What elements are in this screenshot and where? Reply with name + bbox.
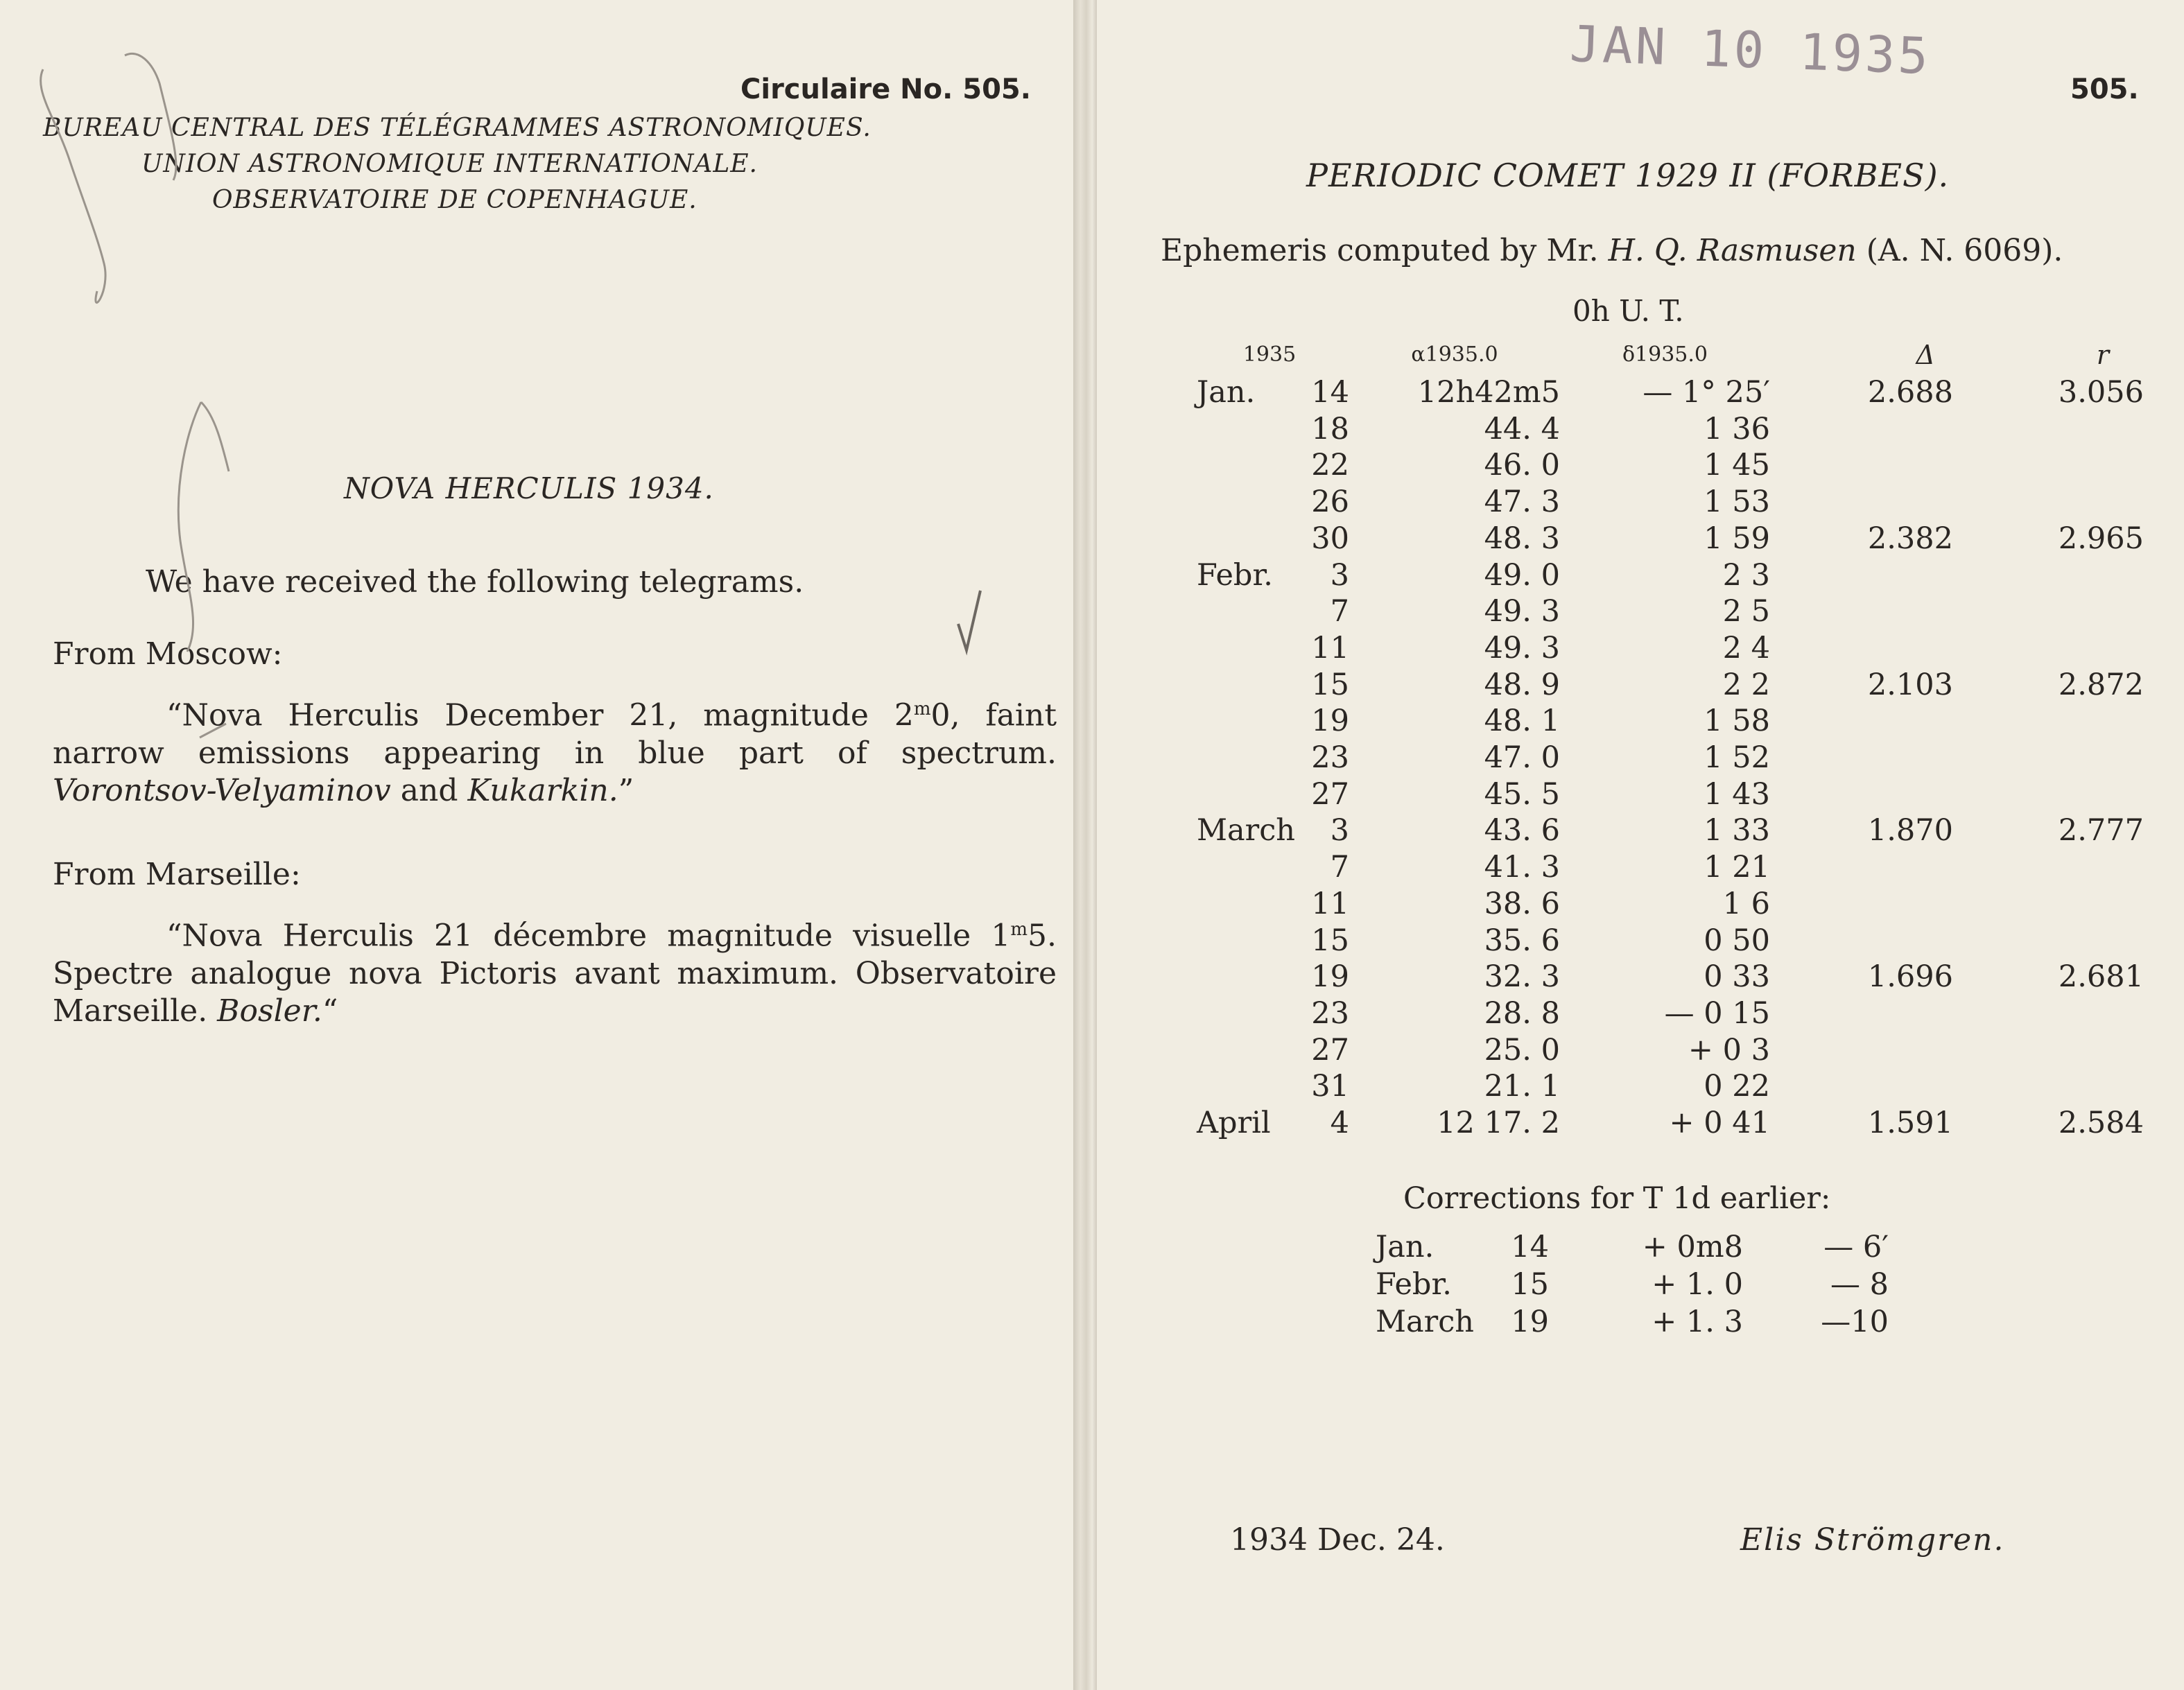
- table-row: 11 49. 3 2 4: [1311, 630, 1770, 665]
- moscow-author-1: Vorontsov-Velyaminov: [53, 772, 391, 808]
- issue-date: 1934 Dec. 24.: [1230, 1522, 1445, 1558]
- table-row: March 19 + 1. 3 —10: [1376, 1305, 1889, 1339]
- union-header-line: UNION ASTRONOMIQUE INTERNATIONALE.: [141, 150, 758, 178]
- left-page: [0, 0, 1073, 1690]
- column-delta: Δ: [1916, 340, 1935, 370]
- column-year: 1935: [1242, 342, 1297, 367]
- table-row: Jan. 14 12h42m5 — 1° 25′ 2.688 3.056: [1197, 375, 2144, 410]
- table-row: 30 48. 3 1 59 2.382 2.965: [1311, 521, 2144, 556]
- table-row: 23 47. 0 1 52: [1311, 740, 1770, 776]
- intro-text: We have received the following telegrams.: [146, 564, 804, 600]
- column-ra: α1935.0: [1411, 342, 1498, 367]
- computer-name: H. Q. Rasmusen: [1608, 233, 1857, 268]
- page-gutter: [1073, 0, 1097, 1690]
- moscow-label: From Moscow:: [53, 636, 283, 672]
- marseille-author: Bosler.: [217, 993, 322, 1029]
- table-row: Febr. 3 49. 0 2 3: [1197, 557, 1770, 593]
- corrections-title: Corrections for T 1d earlier:: [1403, 1181, 1831, 1216]
- table-row: 15 48. 9 2 2 2.103 2.872: [1311, 667, 2144, 702]
- column-dec: δ1935.0: [1622, 342, 1708, 367]
- corrections-table: [1376, 1228, 1889, 1341]
- table-row: Febr. 15 + 1. 0 — 8: [1376, 1267, 1889, 1302]
- moscow-author-2: Kukarkin.: [467, 772, 618, 808]
- moscow-telegram: “Nova Herculis December 21, magnitude 2$^m$0, faint narrow emissions appearing in blue part of spectrum. Vorontsov-Velyaminov and Kukarkin.”: [53, 697, 1057, 808]
- nova-title: NOVA HERCULIS 1934.: [344, 471, 714, 505]
- marseille-label: From Marseille:: [53, 857, 301, 892]
- ephemeris-subtitle: Ephemeris computed by Mr. H. Q. Rasmusen (A. N. 6069).: [1161, 233, 2063, 268]
- observatory-header-line: OBSERVATOIRE DE COPENHAGUE.: [212, 186, 697, 214]
- table-row: Jan. 14 + 0m8 — 6′: [1376, 1230, 1889, 1264]
- table-row: 31 21. 1 0 22: [1311, 1069, 1770, 1104]
- table-row: March 3 43. 6 1 33 1.870 2.777: [1197, 813, 2144, 848]
- signature: Elis Strömgren.: [1740, 1522, 2005, 1558]
- ephemeris-table: [1190, 336, 2144, 1142]
- column-r: r: [2096, 340, 2109, 370]
- table-row: 27 45. 5 1 43: [1311, 776, 1770, 812]
- right-page: [1097, 0, 2184, 1690]
- table-row: 18 44. 4 1 36: [1311, 411, 1770, 446]
- ephemeris-header-row: [1190, 336, 2144, 374]
- circular-number: Circulaire No. 505.: [740, 73, 1031, 105]
- time-label: 0h U. T.: [1572, 294, 1684, 328]
- comet-title: PERIODIC COMET 1929 II (FORBES).: [1306, 157, 1950, 194]
- table-row: 26 47. 3 1 53: [1311, 485, 1770, 520]
- pencil-marks: [0, 0, 1073, 1690]
- received-date-stamp: JAN 10 1935: [1568, 14, 1932, 86]
- table-row: 7 49. 3 2 5: [1330, 594, 1770, 629]
- table-row: 19 48. 1 1 58: [1311, 704, 1770, 739]
- table-row: 22 46. 0 1 45: [1311, 448, 1770, 483]
- table-row: 19 32. 3 0 33 1.696 2.681: [1311, 959, 2144, 995]
- table-row: 7 41. 3 1 21: [1330, 850, 1770, 885]
- table-row: April 4 12 17. 2 + 0 41 1.591 2.584: [1197, 1106, 2144, 1141]
- marseille-telegram: “Nova Herculis 21 décembre magnitude visuelle 1$^m$5. Spectre analogue nova Pictoris avant maximum. Observatoire Marseille. Bosler.“: [53, 918, 1057, 1029]
- table-row: 15 35. 6 0 50: [1311, 923, 1770, 958]
- bureau-header-line: BUREAU CENTRAL DES TÉLÉGRAMMES ASTRONOMIQUES.: [43, 114, 872, 142]
- table-row: 23 28. 8 — 0 15: [1311, 995, 1770, 1031]
- page-number: 505.: [2070, 73, 2139, 105]
- table-row: 27 25. 0 + 0 3: [1311, 1032, 1770, 1068]
- table-row: 11 38. 6 1 6: [1311, 886, 1770, 921]
